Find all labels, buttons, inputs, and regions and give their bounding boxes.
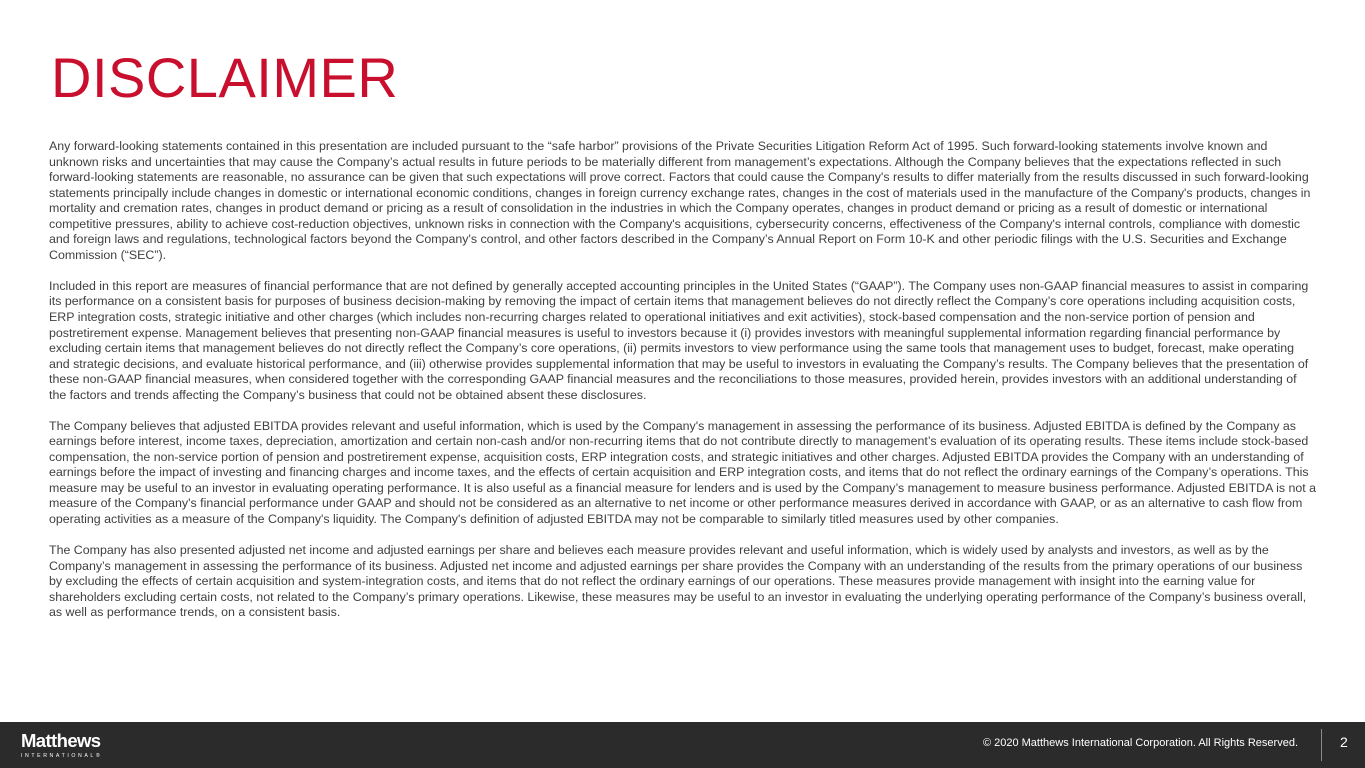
- paragraph-forward-looking: Any forward-looking statements contained in this presentation are included pursuant to the “safe harbor” provisions of the Private Securities Litigation Reform Act of 1995. Such forward-looking statements involve known and unknown risks and uncertainties that may cause the Company’s actual results in future periods to be materially different from management’s expectations. Although the Company believes that the expectations reflected in such forward-looking statements are reasonable, no assurance can be given that such expectations will prove correct. Factors that could cause the Company's results to differ materially from the results discussed in such forward-looking statements principally include changes in domestic or international economic conditions, changes in foreign currency exchange rates, changes in the cost of materials used in the manufacture of the Company's products, changes in mortality and cremation rates, changes in product demand or pricing as a result of consolidation in the industries in which the Company operates, changes in product demand or pricing as a result of domestic or international competitive pressures, ability to achieve cost-reduction objectives, unknown risks in connection with the Company's acquisitions, cybersecurity concerns, effectiveness of the Company's internal controls, compliance with domestic and foreign laws and regulations, technological factors beyond the Company's control, and other factors described in the Company’s Annual Report on Form 10-K and other periodic filings with the U.S. Securities and Exchange Commission (“SEC”).: [49, 139, 1311, 262]
- footer-bar: [0, 722, 1365, 768]
- logo-wordmark: Matthews: [21, 730, 101, 751]
- logo-subtext: INTERNATIONAL®: [21, 753, 103, 759]
- matthews-logo: [21, 731, 102, 760]
- footer-divider: [1321, 729, 1322, 761]
- paragraph-non-gaap: Included in this report are measures of financial performance that are not defined by generally accepted accounting principles in the United States (“GAAP”). The Company uses non-GAAP financial measures to assist in comparing its performance on a consistent basis for purposes of business decision-making by removing the impact of certain items that management believes do not directly reflect the Company’s core operations including acquisition costs, ERP integration costs, strategic initiative and other charges (which includes non-recurring charges related to operational initiatives and exit activities), stock-based compensation and the non-service portion of pension and postretirement expense. Management believes that presenting non-GAAP financial measures is useful to investors because it (i) provides investors with meaningful supplemental information regarding financial performance by excluding certain items that management believes do not directly reflect the Company’s core operations, (ii) permits investors to view performance using the same tools that management uses to budget, forecast, make operating and strategic decisions, and evaluate historical performance, and (iii) otherwise provides supplemental information that may be useful to investors in evaluating the Company’s results. The Company believes that the presentation of these non-GAAP financial measures, when considered together with the corresponding GAAP financial measures and the reconciliations to those measures, provided herein, provides investors with an additional understanding of the factors and trends affecting the Company’s business that could not be obtained absent these disclosures.: [49, 278, 1309, 402]
- slide-title: DISCLAIMER: [51, 46, 399, 109]
- paragraph-adjusted-ebitda: The Company believes that adjusted EBITDA provides relevant and useful information, which is used by the Company's management in assessing the performance of its business. Adjusted EBITDA is defined by the Company as earnings before interest, income taxes, depreciation, amortization and certain non-cash and/or non-recurring items that do not contribute directly to management’s evaluation of its operating results. These items include stock-based compensation, the non-service portion of pension and postretirement expense, acquisition costs, ERP integration costs, and strategic initiatives and other charges. Adjusted EBITDA provides the Company with an understanding of earnings before the impact of investing and financing charges and income taxes, and the effects of certain acquisition and ERP integration costs, and items that do not reflect the ordinary earnings of the Company’s operations. This measure may be useful to an investor in evaluating operating performance. It is also useful as a financial measure for lenders and is used by the Company’s management to measure business performance. Adjusted EBITDA is not a measure of the Company's financial performance under GAAP and should not be considered as an alternative to net income or other performance measures derived in accordance with GAAP, or as an alternative to cash flow from operating activities as a measure of the Company's liquidity. The Company's definition of adjusted EBITDA may not be comparable to similarly titled measures used by other companies.: [49, 418, 1317, 527]
- page-number: 2: [1340, 734, 1348, 750]
- copyright-notice: © 2020 Matthews International Corporation. All Rights Reserved.: [982, 737, 1298, 749]
- disclaimer-body: [49, 139, 1317, 636]
- paragraph-adjusted-net-income: The Company has also presented adjusted net income and adjusted earnings per share and believes each measure provides relevant and useful information, which is widely used by analysts and investors, as well as by the Company’s management in assessing the performance of its business. Adjusted net income and adjusted earnings per share provides the Company with an understanding of the results from the primary operations of our business by excluding the effects of certain acquisition and system-integration costs, and items that do not reflect the ordinary earnings of our operations. These measures provide management with insight into the earning value for shareholders excluding certain costs, not related to the Company’s primary operations. Likewise, these measures may be useful to an investor in evaluating the underlying operating performance of the Company’s business overall, as well as performance trends, on a consistent basis.: [49, 543, 1307, 620]
